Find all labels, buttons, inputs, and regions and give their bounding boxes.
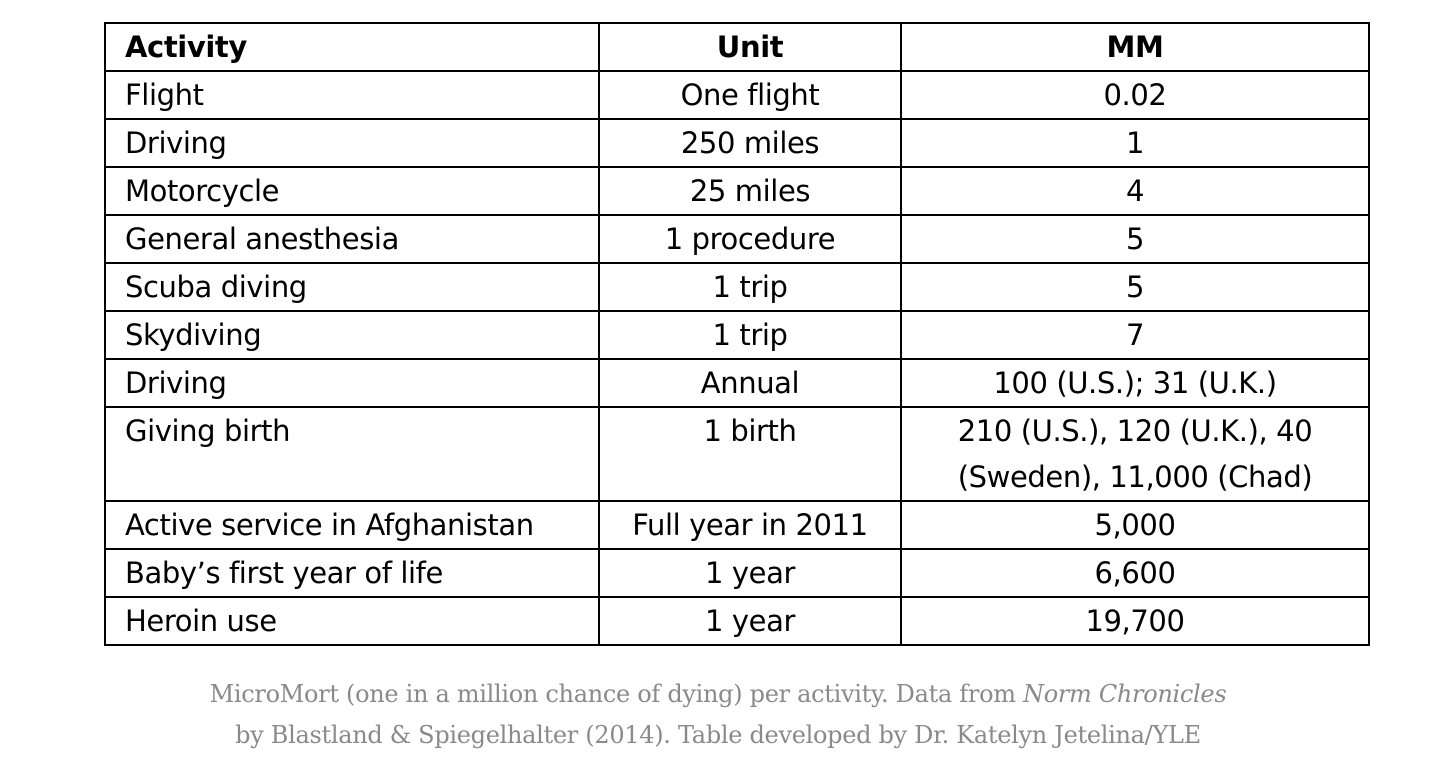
mm-cell: 100 (U.S.); 31 (U.K.): [901, 359, 1369, 407]
unit-cell: 1 year: [599, 597, 901, 645]
activity-cell: Motorcycle: [105, 167, 599, 215]
unit-cell: 1 procedure: [599, 215, 901, 263]
table-row: [105, 311, 1369, 359]
unit-cell: Annual: [599, 359, 901, 407]
table-row: [105, 359, 1369, 407]
mm-cell: 210 (U.S.), 120 (U.K.), 40 (Sweden), 11,000 (Chad): [901, 407, 1369, 501]
caption-source-title: Norm Chronicles: [1023, 680, 1227, 708]
mm-cell: 5: [901, 215, 1369, 263]
table-row: [105, 597, 1369, 645]
micromort-table: [104, 22, 1370, 646]
unit-cell: 1 year: [599, 549, 901, 597]
mm-cell: 4: [901, 167, 1369, 215]
activity-cell: Baby’s first year of life: [105, 549, 599, 597]
activity-cell: General anesthesia: [105, 215, 599, 263]
mm-cell: 0.02: [901, 71, 1369, 119]
mm-cell: 1: [901, 119, 1369, 167]
table-row: [105, 167, 1369, 215]
activity-cell: Flight: [105, 71, 599, 119]
mm-cell: 5,000: [901, 501, 1369, 549]
activity-cell: Driving: [105, 359, 599, 407]
table-row: [105, 119, 1369, 167]
caption-line-1: [0, 674, 1436, 715]
unit-cell: 1 trip: [599, 263, 901, 311]
activity-cell: Giving birth: [105, 407, 599, 501]
mm-cell: 5: [901, 263, 1369, 311]
mm-cell: 19,700: [901, 597, 1369, 645]
activity-cell: Scuba diving: [105, 263, 599, 311]
mm-cell: 6,600: [901, 549, 1369, 597]
activity-cell: Active service in Afghanistan: [105, 501, 599, 549]
caption-text: MicroMort (one in a million chance of dying) per activity. Data from: [209, 680, 1024, 708]
activity-cell: Heroin use: [105, 597, 599, 645]
unit-cell: Full year in 2011: [599, 501, 901, 549]
table-row: [105, 263, 1369, 311]
unit-cell: 1 trip: [599, 311, 901, 359]
table-header-row: [105, 23, 1369, 71]
activity-cell: Driving: [105, 119, 599, 167]
unit-cell: 1 birth: [599, 407, 901, 501]
table-caption: [0, 674, 1436, 756]
activity-cell: Skydiving: [105, 311, 599, 359]
mm-cell: 7: [901, 311, 1369, 359]
unit-cell: 25 miles: [599, 167, 901, 215]
table-row: [105, 71, 1369, 119]
table-row: [105, 215, 1369, 263]
table-row: [105, 501, 1369, 549]
column-header-activity: Activity: [105, 23, 599, 71]
caption-line-2: by Blastland & Spiegelhalter (2014). Table developed by Dr. Katelyn Jetelina/YLE: [235, 721, 1201, 749]
micromort-table-container: [104, 22, 1368, 646]
column-header-mm: MM: [901, 23, 1369, 71]
table-row: [105, 549, 1369, 597]
unit-cell: 250 miles: [599, 119, 901, 167]
table-row: [105, 407, 1369, 501]
column-header-unit: Unit: [599, 23, 901, 71]
unit-cell: One flight: [599, 71, 901, 119]
